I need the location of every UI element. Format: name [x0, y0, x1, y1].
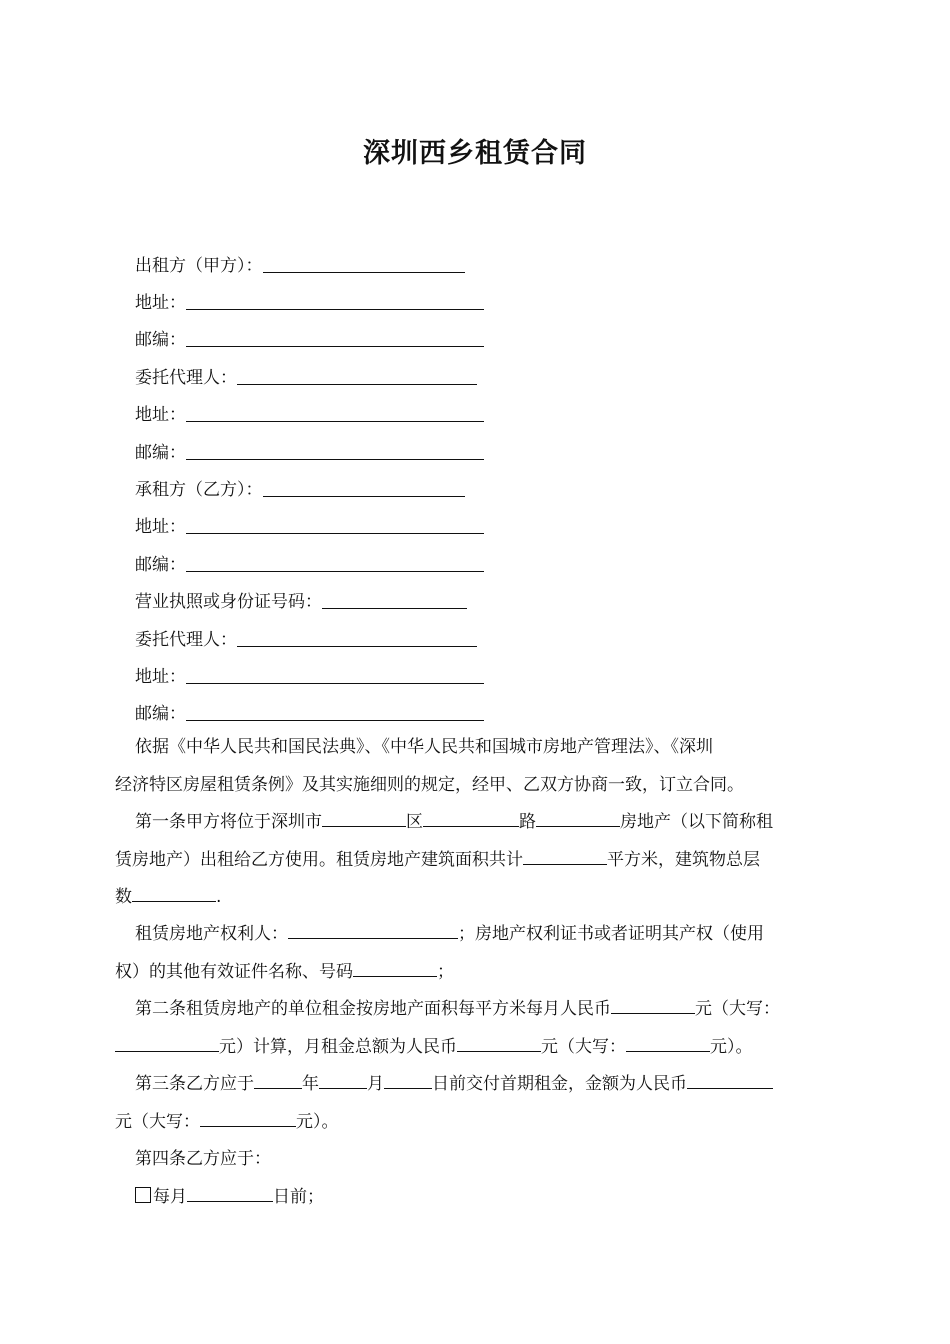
text: 元）。 — [296, 1111, 339, 1132]
fill-blank[interactable] — [523, 846, 607, 865]
text: 平方米，建筑物总层 — [607, 849, 760, 870]
text: 元）。 — [710, 1036, 753, 1057]
fill-blank[interactable] — [237, 645, 477, 647]
text: 权）的其他有效证件名称、号码 — [115, 961, 353, 982]
license-id-field — [135, 588, 467, 612]
fill-blank[interactable] — [186, 682, 484, 684]
field-label: 邮编： — [135, 704, 186, 724]
text: ；房地产权利证书或者证明其产权（使用 — [458, 924, 764, 944]
fill-blank[interactable] — [319, 1070, 367, 1089]
lessor-agent-postcode-field — [135, 439, 484, 463]
text: 日前； — [273, 1186, 324, 1207]
page-title: 深圳西乡租赁合同 — [363, 138, 587, 169]
lessee-agent-postcode-field — [135, 700, 484, 724]
fill-blank[interactable] — [353, 958, 437, 977]
fill-blank[interactable] — [322, 808, 406, 827]
text: 年 — [302, 1074, 319, 1094]
field-label: 地址： — [135, 517, 186, 537]
field-label: 邮编： — [135, 330, 186, 350]
fill-blank[interactable] — [288, 920, 458, 939]
fill-blank[interactable] — [200, 1108, 296, 1127]
fill-blank[interactable] — [115, 1033, 219, 1052]
text: 元）计算，月租金总额为人民币 — [219, 1036, 457, 1057]
text: 元（大写： — [695, 999, 780, 1019]
text: 月 — [367, 1074, 384, 1094]
field-label: 邮编： — [135, 443, 186, 463]
fill-blank[interactable] — [186, 420, 484, 422]
lessee-field — [135, 476, 465, 500]
article-2 — [115, 991, 835, 1066]
text: 第三条乙方应于 — [135, 1074, 254, 1094]
text: 赁房地产）出租给乙方使用。租赁房地产建筑面积共计 — [115, 849, 523, 870]
field-label: 委托代理人： — [135, 630, 237, 650]
fill-blank[interactable] — [186, 345, 484, 347]
field-label: 委托代理人： — [135, 368, 237, 388]
basis-line-1: 依据《中华人民共和国民法典》、《中华人民共和国城市房地产管理法》、《深圳 — [135, 737, 713, 757]
text: 区 — [406, 812, 423, 832]
text: 路 — [519, 812, 536, 832]
fill-blank[interactable] — [322, 607, 467, 609]
lessor-address-field — [135, 289, 484, 313]
fill-blank[interactable] — [186, 458, 484, 460]
basis-paragraph — [115, 729, 835, 804]
field-label: 出租方（甲方）： — [135, 256, 263, 276]
fill-blank[interactable] — [536, 808, 620, 827]
text: 数 — [115, 887, 132, 907]
fill-blank[interactable] — [186, 570, 484, 572]
owner-paragraph — [115, 916, 835, 991]
text: . — [216, 887, 222, 907]
lessee-agent-field — [135, 626, 477, 650]
field-label: 地址： — [135, 667, 186, 687]
lessee-agent-address-field — [135, 663, 484, 687]
article-3 — [115, 1066, 835, 1141]
lessee-postcode-field — [135, 551, 484, 575]
fill-blank[interactable] — [187, 1183, 273, 1202]
lessor-agent-field — [135, 364, 477, 388]
field-label: 邮编： — [135, 555, 186, 575]
article-1 — [115, 804, 835, 917]
fill-blank[interactable] — [254, 1070, 302, 1089]
fill-blank[interactable] — [263, 495, 465, 497]
lessor-field — [135, 252, 465, 276]
text: 元（大写： — [541, 1036, 626, 1057]
fill-blank[interactable] — [186, 719, 484, 721]
text: 房地产（以下简称租 — [620, 812, 773, 832]
field-label: 地址： — [135, 405, 186, 425]
fill-blank[interactable] — [186, 308, 484, 310]
field-label: 地址： — [135, 293, 186, 313]
fill-blank[interactable] — [384, 1070, 432, 1089]
fill-blank[interactable] — [687, 1070, 773, 1089]
fill-blank[interactable] — [457, 1033, 541, 1052]
fill-blank[interactable] — [186, 532, 484, 534]
fill-blank[interactable] — [423, 808, 519, 827]
fill-blank[interactable] — [626, 1033, 710, 1052]
lessee-address-field — [135, 513, 484, 537]
fill-blank[interactable] — [611, 995, 695, 1014]
article-4 — [115, 1141, 835, 1216]
fill-blank[interactable] — [237, 383, 477, 385]
checkbox[interactable] — [135, 1187, 151, 1203]
text: 租赁房地产权利人： — [135, 924, 288, 944]
text: 元（大写： — [115, 1111, 200, 1132]
text: ； — [437, 961, 454, 982]
fill-blank[interactable] — [263, 271, 465, 273]
text: 日前交付首期租金，金额为人民币 — [432, 1074, 687, 1094]
article-4-heading: 第四条乙方应于： — [135, 1149, 271, 1169]
fill-blank[interactable] — [132, 883, 216, 902]
field-label: 营业执照或身份证号码： — [135, 592, 322, 612]
field-label: 承租方（乙方）： — [135, 480, 263, 500]
text: 第二条租赁房地产的单位租金按房地产面积每平方米每月人民币 — [135, 999, 611, 1019]
basis-line-2: 经济特区房屋租赁条例》及其实施细则的规定，经甲、乙双方协商一致，订立合同。 — [115, 774, 744, 795]
lessor-agent-address-field — [135, 401, 484, 425]
text: 每月 — [153, 1186, 187, 1207]
lessor-postcode-field — [135, 326, 484, 350]
text: 第一条甲方将位于深圳市 — [135, 812, 322, 832]
